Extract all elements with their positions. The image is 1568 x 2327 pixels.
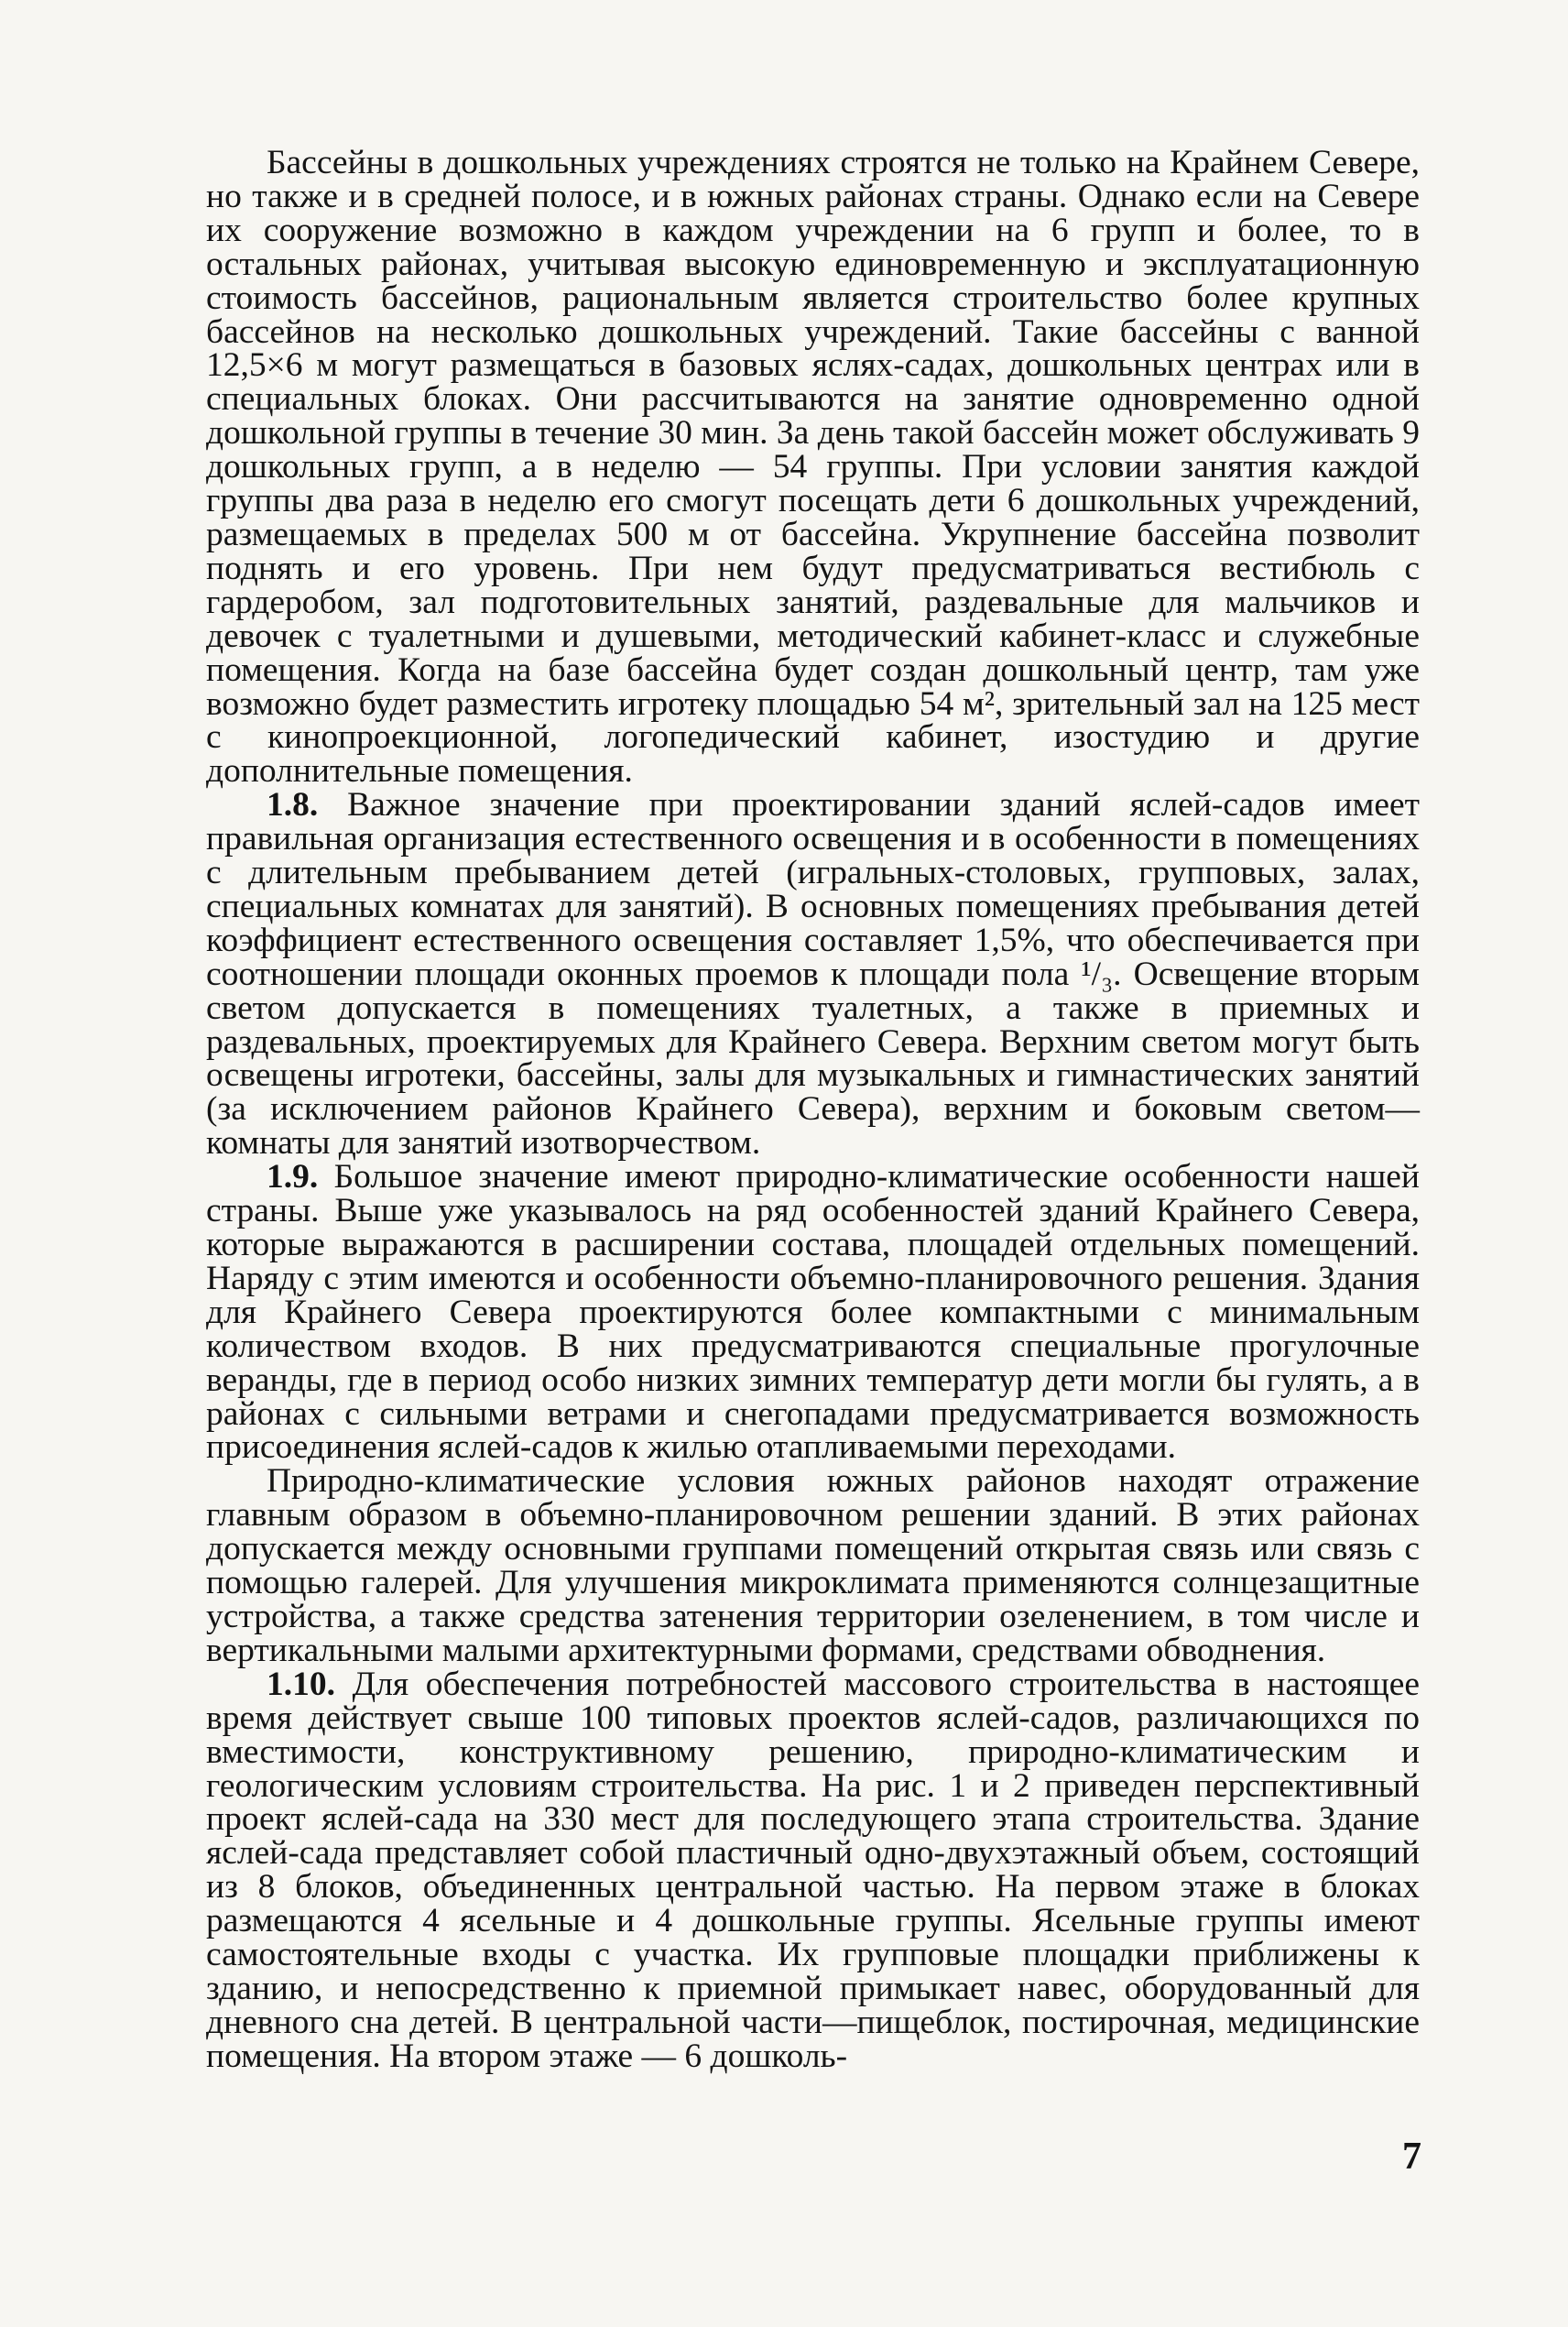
page-number: 7 <box>1402 2136 1421 2178</box>
section-number-1-9: 1.9. <box>267 1158 319 1196</box>
paragraph-pools <box>206 144 1420 791</box>
paragraph-1-9 <box>206 1158 1421 1467</box>
paragraph-1-10-text: Для обеспечения потребностей массового строительства в настоящее время действует свыше 100 типовых проектов яслей-садов, различающихся по вместимости, конструктивному решению, природно-климатическим и геологическим условиям строительства. На рис. 1 и 2 приведен перспективный проект яслей-сада на 330 мест для последующего этапа строительства. Здание яслей-сада представляет собой пластичный одно-двухэтажный объем, состоящий из 8 блоков, объединенных центральной частью. На первом этаже в блоках размещаются 4 ясельные и 4 дошкольные группы. Ясельные группы имеют самостоятельные входы с участка. Их групповые площадки приближены к зданию, и непосредственно к приемной примыкает навес, оборудованный для дневного сна детей. В центральной части—пищеблок, постирочная, медицинские помещения. На втором этаже — 6 дошколь- <box>206 1665 1420 2075</box>
section-number-1-10: 1.10. <box>267 1665 335 1703</box>
paragraph-pools-text: Бассейны в дошкольных учреждениях строятся не только на Крайнем Севере, но также и в средней полосе, и в южных районах страны. Однако если на Севере их сооружение возможно в каждом учреждении на 6 групп и более, то в остальных районах, учитывая высокую единовременную и эксплуатационную стоимость бассейнов, рациональным является строительство более крупных бассейнов на несколько дошкольных учреждений. Такие бассейны с ванной 12,5×6 м могут размещаться в базовых яслях-садах, дошкольных центрах или в специальных блоках. Они рассчитываются на занятие одновременно одной дошкольной группы в течение 30 мин. За день такой бассейн может обслуживать 9 дошкольных групп, а в неделю — 54 группы. При условии занятия каждой группы два раза в неделю его смогут посещать дети 6 дошкольных учреждений, размещаемых в пределах 500 м от бассейна. Укрупнение бассейна позволит поднять и его уровень. При нем будут предусматриваться вестибюль с гардеробом, зал подготовительных занятий, раздевальные для мальчиков и девочек с туалетными и душевыми, методический кабинет-класс и служебные помещения. Когда на базе бассейна будет создан дошкольный центр, там уже возможно будет разместить игротеку площадью 54 м², зрительный зал на 125 мест с кинопроекционной, логопедический кабинет, изостудию и другие дополнительные помещения. <box>206 144 1420 791</box>
paragraph-1-10 <box>206 1665 1420 2075</box>
paragraph-1-8 <box>206 786 1420 1163</box>
body-text <box>206 144 1421 2075</box>
paragraph-south-text: Природно-климатические условия южных районов находят отражение главным образом в объемно-планировочном решении зданий. В этих районах допускается между основными группами помещений открытая связь или связь с помощью галерей. Для улучшения микроклимата применяются солнцезащитные устройства, а также средства затенения территории озеленением, в том числе и вертикальными малыми архитектурными формами, средствами обводнения. <box>206 1462 1420 1669</box>
paragraph-south <box>206 1462 1420 1669</box>
paragraph-1-8-text: Важное значение при проектировании зданий яслей-садов имеет правильная организация естественного освещения и в особенности в помещениях с длительным пребыванием детей (игральных-столовых, групповых, залах, специальных комнатах для занятий). В основных помещениях пребывания детей коэффициент естественного освещения составляет 1,5%, что обеспечивается при соотношении площади оконных проемов к площади пола ¹/₃. Освещение вторым светом допускается в помещениях туалетных, а также в приемных и раздевальных, проектируемых для Крайнего Севера. Верхним светом могут быть освещены игротеки, бассейны, залы для музыкальных и гимнастических занятий (за исключением районов Крайнего Севера), верхним и боковым светом—комнаты для занятий изотворчеством. <box>206 786 1420 1163</box>
section-number-1-8: 1.8. <box>267 786 319 825</box>
paragraph-1-9-text: Большое значение имеют природно-климатические особенности нашей страны. Выше уже указывалось на ряд особенностей зданий Крайнего Севера, которые выражаются в расширении состава, площадей отдельных помещений. Наряду с этим имеются и особенности объемно-планировочного решения. Здания для Крайнего Севера проектируются более компактными с минимальным количеством входов. В них предусматриваются специальные прогулочные веранды, где в период особо низких зимних температур дети могли бы гулять, а в районах с сильными ветрами и снегопадами предусматривается возможность присоединения яслей-садов к жилью отапливаемыми переходами. <box>206 1158 1421 1467</box>
